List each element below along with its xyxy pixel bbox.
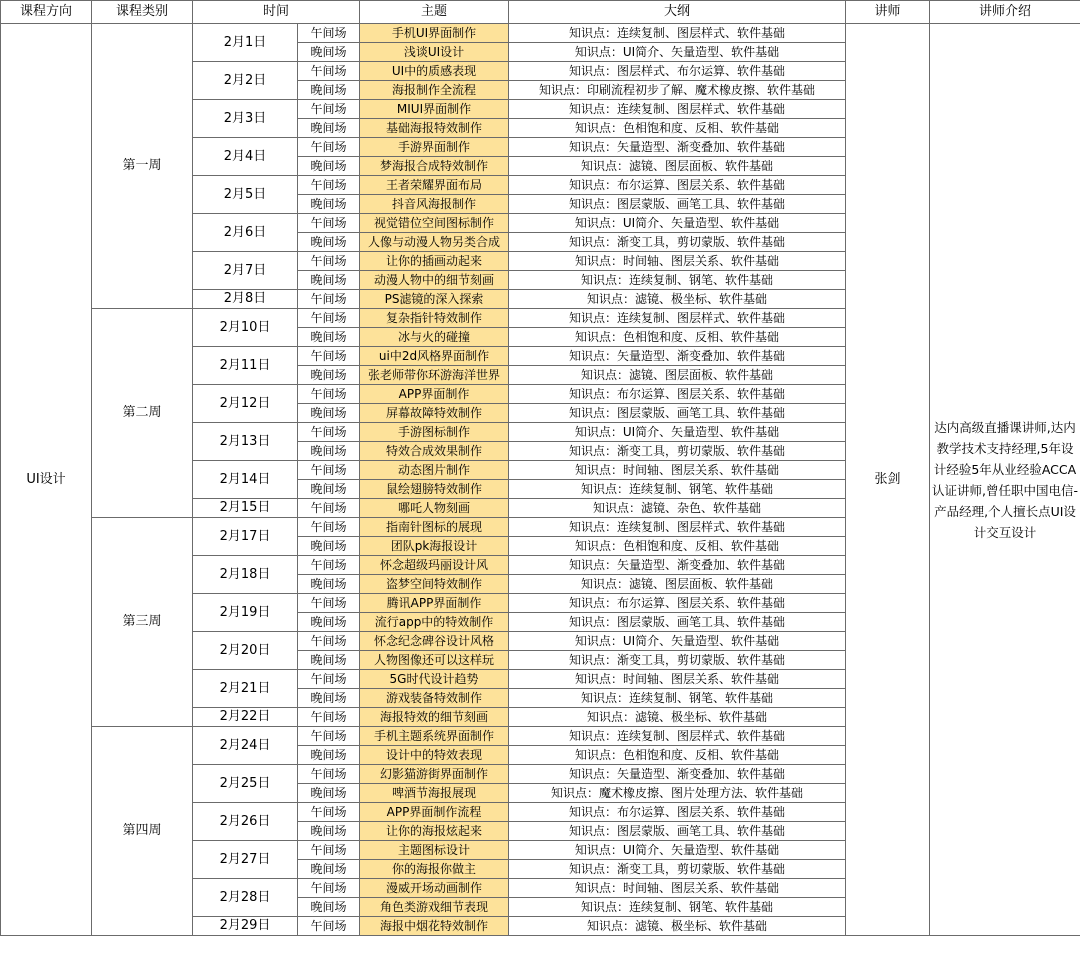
- date-cell: 2月26日: [193, 803, 298, 841]
- topic-cell: 视觉错位空间图标制作: [360, 214, 509, 233]
- outline-cell: 知识点：时间轴、图层关系、软件基础: [509, 670, 846, 689]
- topic-cell: 盗梦空间特效制作: [360, 575, 509, 594]
- outline-cell: 知识点：布尔运算、图层关系、软件基础: [509, 803, 846, 822]
- date-cell: 2月7日: [193, 252, 298, 290]
- slot-cell: 午间场: [298, 841, 360, 860]
- slot-cell: 午间场: [298, 100, 360, 119]
- date-cell: 2月19日: [193, 594, 298, 632]
- slot-cell: 晚间场: [298, 442, 360, 461]
- date-cell: 2月21日: [193, 670, 298, 708]
- slot-cell: 午间场: [298, 461, 360, 480]
- slot-cell: 晚间场: [298, 233, 360, 252]
- week-cell: 第二周: [92, 309, 193, 518]
- slot-cell: 午间场: [298, 632, 360, 651]
- slot-cell: 午间场: [298, 518, 360, 537]
- slot-cell: 午间场: [298, 594, 360, 613]
- topic-cell: 鼠绘翅膀特效制作: [360, 480, 509, 499]
- outline-cell: 知识点：连续复制、钢笔、软件基础: [509, 898, 846, 917]
- outline-cell: 知识点：时间轴、图层关系、软件基础: [509, 461, 846, 480]
- outline-cell: 知识点：色相饱和度、反相、软件基础: [509, 537, 846, 556]
- topic-cell: 王者荣耀界面布局: [360, 176, 509, 195]
- topic-cell: 漫威开场动画制作: [360, 879, 509, 898]
- outline-cell: 知识点：UI简介、矢量造型、软件基础: [509, 423, 846, 442]
- topic-cell: ui中2d风格界面制作: [360, 347, 509, 366]
- outline-cell: 知识点：矢量造型、渐变叠加、软件基础: [509, 556, 846, 575]
- date-cell: 2月27日: [193, 841, 298, 879]
- topic-cell: 主题图标设计: [360, 841, 509, 860]
- slot-cell: 午间场: [298, 803, 360, 822]
- topic-cell: 浅谈UI设计: [360, 43, 509, 62]
- slot-cell: 午间场: [298, 670, 360, 689]
- topic-cell: 特效合成效果制作: [360, 442, 509, 461]
- instructor-bio-cell: 达内高级直播课讲师,达内教学技术支持经理,5年设计经验5年从业经验ACCA认证讲师,曾任职中国电信-产品经理,个人擅长点UI设计交互设计: [930, 24, 1080, 936]
- slot-cell: 晚间场: [298, 575, 360, 594]
- outline-cell: 知识点：滤镜、图层面板、软件基础: [509, 366, 846, 385]
- outline-cell: 知识点：布尔运算、图层关系、软件基础: [509, 176, 846, 195]
- topic-cell: 让你的海报炫起来: [360, 822, 509, 841]
- outline-cell: 知识点：图层样式、布尔运算、软件基础: [509, 62, 846, 81]
- outline-cell: 知识点：滤镜、图层面板、软件基础: [509, 575, 846, 594]
- outline-cell: 知识点：矢量造型、渐变叠加、软件基础: [509, 138, 846, 157]
- outline-cell: 知识点：滤镜、极坐标、软件基础: [509, 917, 846, 936]
- topic-cell: 海报特效的细节刻画: [360, 708, 509, 727]
- outline-cell: 知识点：滤镜、图层面板、软件基础: [509, 157, 846, 176]
- date-cell: 2月12日: [193, 385, 298, 423]
- header-course-category: 课程类别: [92, 1, 193, 24]
- slot-cell: 午间场: [298, 423, 360, 442]
- date-cell: 2月11日: [193, 347, 298, 385]
- topic-cell: APP界面制作: [360, 385, 509, 404]
- date-cell: 2月18日: [193, 556, 298, 594]
- topic-cell: APP界面制作流程: [360, 803, 509, 822]
- date-cell: 2月28日: [193, 879, 298, 917]
- date-cell: 2月17日: [193, 518, 298, 556]
- outline-cell: 知识点：UI简介、矢量造型、软件基础: [509, 841, 846, 860]
- slot-cell: 晚间场: [298, 81, 360, 100]
- topic-cell: 冰与火的碰撞: [360, 328, 509, 347]
- topic-cell: UI中的质感表现: [360, 62, 509, 81]
- outline-cell: 知识点：图层蒙版、画笔工具、软件基础: [509, 613, 846, 632]
- topic-cell: 海报制作全流程: [360, 81, 509, 100]
- slot-cell: 晚间场: [298, 898, 360, 917]
- slot-cell: 晚间场: [298, 43, 360, 62]
- date-cell: 2月25日: [193, 765, 298, 803]
- outline-cell: 知识点：滤镜、极坐标、软件基础: [509, 708, 846, 727]
- outline-cell: 知识点：魔术橡皮擦、图片处理方法、软件基础: [509, 784, 846, 803]
- outline-cell: 知识点：连续复制、钢笔、软件基础: [509, 271, 846, 290]
- topic-cell: PS滤镜的深入探索: [360, 290, 509, 309]
- topic-cell: 啤酒节海报展现: [360, 784, 509, 803]
- slot-cell: 晚间场: [298, 613, 360, 632]
- slot-cell: 晚间场: [298, 157, 360, 176]
- outline-cell: 知识点：连续复制、图层样式、软件基础: [509, 24, 846, 43]
- slot-cell: 午间场: [298, 176, 360, 195]
- outline-cell: 知识点：滤镜、杂色、软件基础: [509, 499, 846, 518]
- outline-cell: 知识点：时间轴、图层关系、软件基础: [509, 252, 846, 271]
- topic-cell: 手游图标制作: [360, 423, 509, 442]
- slot-cell: 午间场: [298, 708, 360, 727]
- outline-cell: 知识点：连续复制、钢笔、软件基础: [509, 480, 846, 499]
- header-outline: 大纲: [509, 1, 846, 24]
- topic-cell: 动漫人物中的细节刻画: [360, 271, 509, 290]
- outline-cell: 知识点：渐变工具，剪切蒙版、软件基础: [509, 442, 846, 461]
- topic-cell: 让你的插画动起来: [360, 252, 509, 271]
- date-cell: 2月20日: [193, 632, 298, 670]
- date-cell: 2月2日: [193, 62, 298, 100]
- week-cell: 第四周: [92, 727, 193, 936]
- outline-cell: 知识点：滤镜、极坐标、软件基础: [509, 290, 846, 309]
- outline-cell: 知识点：连续复制、图层样式、软件基础: [509, 309, 846, 328]
- slot-cell: 午间场: [298, 499, 360, 518]
- date-cell: 2月14日: [193, 461, 298, 499]
- topic-cell: 张老师带你环游海洋世界: [360, 366, 509, 385]
- date-cell: 2月8日: [193, 290, 298, 309]
- slot-cell: 午间场: [298, 879, 360, 898]
- slot-cell: 晚间场: [298, 860, 360, 879]
- topic-cell: 手机主题系统界面制作: [360, 727, 509, 746]
- topic-cell: 手游界面制作: [360, 138, 509, 157]
- slot-cell: 晚间场: [298, 651, 360, 670]
- topic-cell: 哪吒人物刻画: [360, 499, 509, 518]
- slot-cell: 晚间场: [298, 746, 360, 765]
- slot-cell: 午间场: [298, 214, 360, 233]
- slot-cell: 午间场: [298, 765, 360, 784]
- topic-cell: 幻影猫游街界面制作: [360, 765, 509, 784]
- outline-cell: 知识点：印刷流程初步了解、魔术橡皮擦、软件基础: [509, 81, 846, 100]
- outline-cell: 知识点：色相饱和度、反相、软件基础: [509, 328, 846, 347]
- slot-cell: 午间场: [298, 309, 360, 328]
- outline-cell: 知识点：渐变工具，剪切蒙版、软件基础: [509, 651, 846, 670]
- slot-cell: 晚间场: [298, 271, 360, 290]
- outline-cell: 知识点：连续复制、图层样式、软件基础: [509, 100, 846, 119]
- header-instructor: 讲师: [846, 1, 930, 24]
- slot-cell: 晚间场: [298, 366, 360, 385]
- topic-cell: 梦海报合成特效制作: [360, 157, 509, 176]
- outline-cell: 知识点：连续复制、图层样式、软件基础: [509, 727, 846, 746]
- date-cell: 2月29日: [193, 917, 298, 936]
- topic-cell: 怀念纪念碑谷设计风格: [360, 632, 509, 651]
- date-cell: 2月13日: [193, 423, 298, 461]
- table-row: [1, 24, 1080, 43]
- topic-cell: 腾讯APP界面制作: [360, 594, 509, 613]
- slot-cell: 午间场: [298, 347, 360, 366]
- outline-cell: 知识点：渐变工具，剪切蒙版、软件基础: [509, 860, 846, 879]
- topic-cell: 指南针图标的展现: [360, 518, 509, 537]
- slot-cell: 午间场: [298, 385, 360, 404]
- header-time: 时间: [193, 1, 360, 24]
- topic-cell: 5G时代设计趋势: [360, 670, 509, 689]
- outline-cell: 知识点：布尔运算、图层关系、软件基础: [509, 594, 846, 613]
- topic-cell: 流行app中的特效制作: [360, 613, 509, 632]
- outline-cell: 知识点：图层蒙版、画笔工具、软件基础: [509, 404, 846, 423]
- slot-cell: 晚间场: [298, 537, 360, 556]
- topic-cell: 设计中的特效表现: [360, 746, 509, 765]
- date-cell: 2月24日: [193, 727, 298, 765]
- outline-cell: 知识点：UI简介、矢量造型、软件基础: [509, 214, 846, 233]
- topic-cell: 人物图像还可以这样玩: [360, 651, 509, 670]
- date-cell: 2月10日: [193, 309, 298, 347]
- outline-cell: 知识点：布尔运算、图层关系、软件基础: [509, 385, 846, 404]
- topic-cell: 抖音风海报制作: [360, 195, 509, 214]
- header-instructor-bio: 讲师介绍: [930, 1, 1080, 24]
- outline-cell: 知识点：渐变工具，剪切蒙版、软件基础: [509, 233, 846, 252]
- slot-cell: 晚间场: [298, 822, 360, 841]
- outline-cell: 知识点：矢量造型、渐变叠加、软件基础: [509, 347, 846, 366]
- date-cell: 2月4日: [193, 138, 298, 176]
- topic-cell: 怀念超级玛丽设计风: [360, 556, 509, 575]
- slot-cell: 午间场: [298, 252, 360, 271]
- outline-cell: 知识点：连续复制、钢笔、软件基础: [509, 689, 846, 708]
- header-row: [1, 1, 1080, 24]
- topic-cell: 你的海报你做主: [360, 860, 509, 879]
- topic-cell: MIUI界面制作: [360, 100, 509, 119]
- slot-cell: 晚间场: [298, 404, 360, 423]
- slot-cell: 晚间场: [298, 119, 360, 138]
- header-topic: 主题: [360, 1, 509, 24]
- slot-cell: 午间场: [298, 24, 360, 43]
- outline-cell: 知识点：色相饱和度、反相、软件基础: [509, 119, 846, 138]
- date-cell: 2月6日: [193, 214, 298, 252]
- outline-cell: 知识点：连续复制、图层样式、软件基础: [509, 518, 846, 537]
- outline-cell: 知识点：色相饱和度、反相、软件基础: [509, 746, 846, 765]
- topic-cell: 游戏装备特效制作: [360, 689, 509, 708]
- date-cell: 2月22日: [193, 708, 298, 727]
- slot-cell: 午间场: [298, 727, 360, 746]
- topic-cell: 动态图片制作: [360, 461, 509, 480]
- slot-cell: 午间场: [298, 138, 360, 157]
- topic-cell: 基础海报特效制作: [360, 119, 509, 138]
- date-cell: 2月3日: [193, 100, 298, 138]
- topic-cell: 复杂指针特效制作: [360, 309, 509, 328]
- topic-cell: 角色类游戏细节表现: [360, 898, 509, 917]
- outline-cell: 知识点：UI简介、矢量造型、软件基础: [509, 632, 846, 651]
- schedule-body: [1, 24, 1080, 936]
- week-cell: 第一周: [92, 24, 193, 309]
- instructor-cell: 张剑: [846, 24, 930, 936]
- outline-cell: 知识点：图层蒙版、画笔工具、软件基础: [509, 195, 846, 214]
- slot-cell: 晚间场: [298, 480, 360, 499]
- topic-cell: 团队pk海报设计: [360, 537, 509, 556]
- date-cell: 2月15日: [193, 499, 298, 518]
- topic-cell: 屏幕故障特效制作: [360, 404, 509, 423]
- date-cell: 2月5日: [193, 176, 298, 214]
- outline-cell: 知识点：矢量造型、渐变叠加、软件基础: [509, 765, 846, 784]
- slot-cell: 午间场: [298, 556, 360, 575]
- topic-cell: 人像与动漫人物另类合成: [360, 233, 509, 252]
- header-course-direction: 课程方向: [1, 1, 92, 24]
- outline-cell: 知识点：图层蒙版、画笔工具、软件基础: [509, 822, 846, 841]
- topic-cell: 海报中烟花特效制作: [360, 917, 509, 936]
- course-direction-cell: UI设计: [1, 24, 92, 936]
- topic-cell: 手机UI界面制作: [360, 24, 509, 43]
- slot-cell: 晚间场: [298, 689, 360, 708]
- date-cell: 2月1日: [193, 24, 298, 62]
- slot-cell: 晚间场: [298, 784, 360, 803]
- week-cell: 第三周: [92, 518, 193, 727]
- outline-cell: 知识点：UI简介、矢量造型、软件基础: [509, 43, 846, 62]
- slot-cell: 晚间场: [298, 195, 360, 214]
- slot-cell: 午间场: [298, 917, 360, 936]
- outline-cell: 知识点：时间轴、图层关系、软件基础: [509, 879, 846, 898]
- slot-cell: 午间场: [298, 290, 360, 309]
- slot-cell: 午间场: [298, 62, 360, 81]
- slot-cell: 晚间场: [298, 328, 360, 347]
